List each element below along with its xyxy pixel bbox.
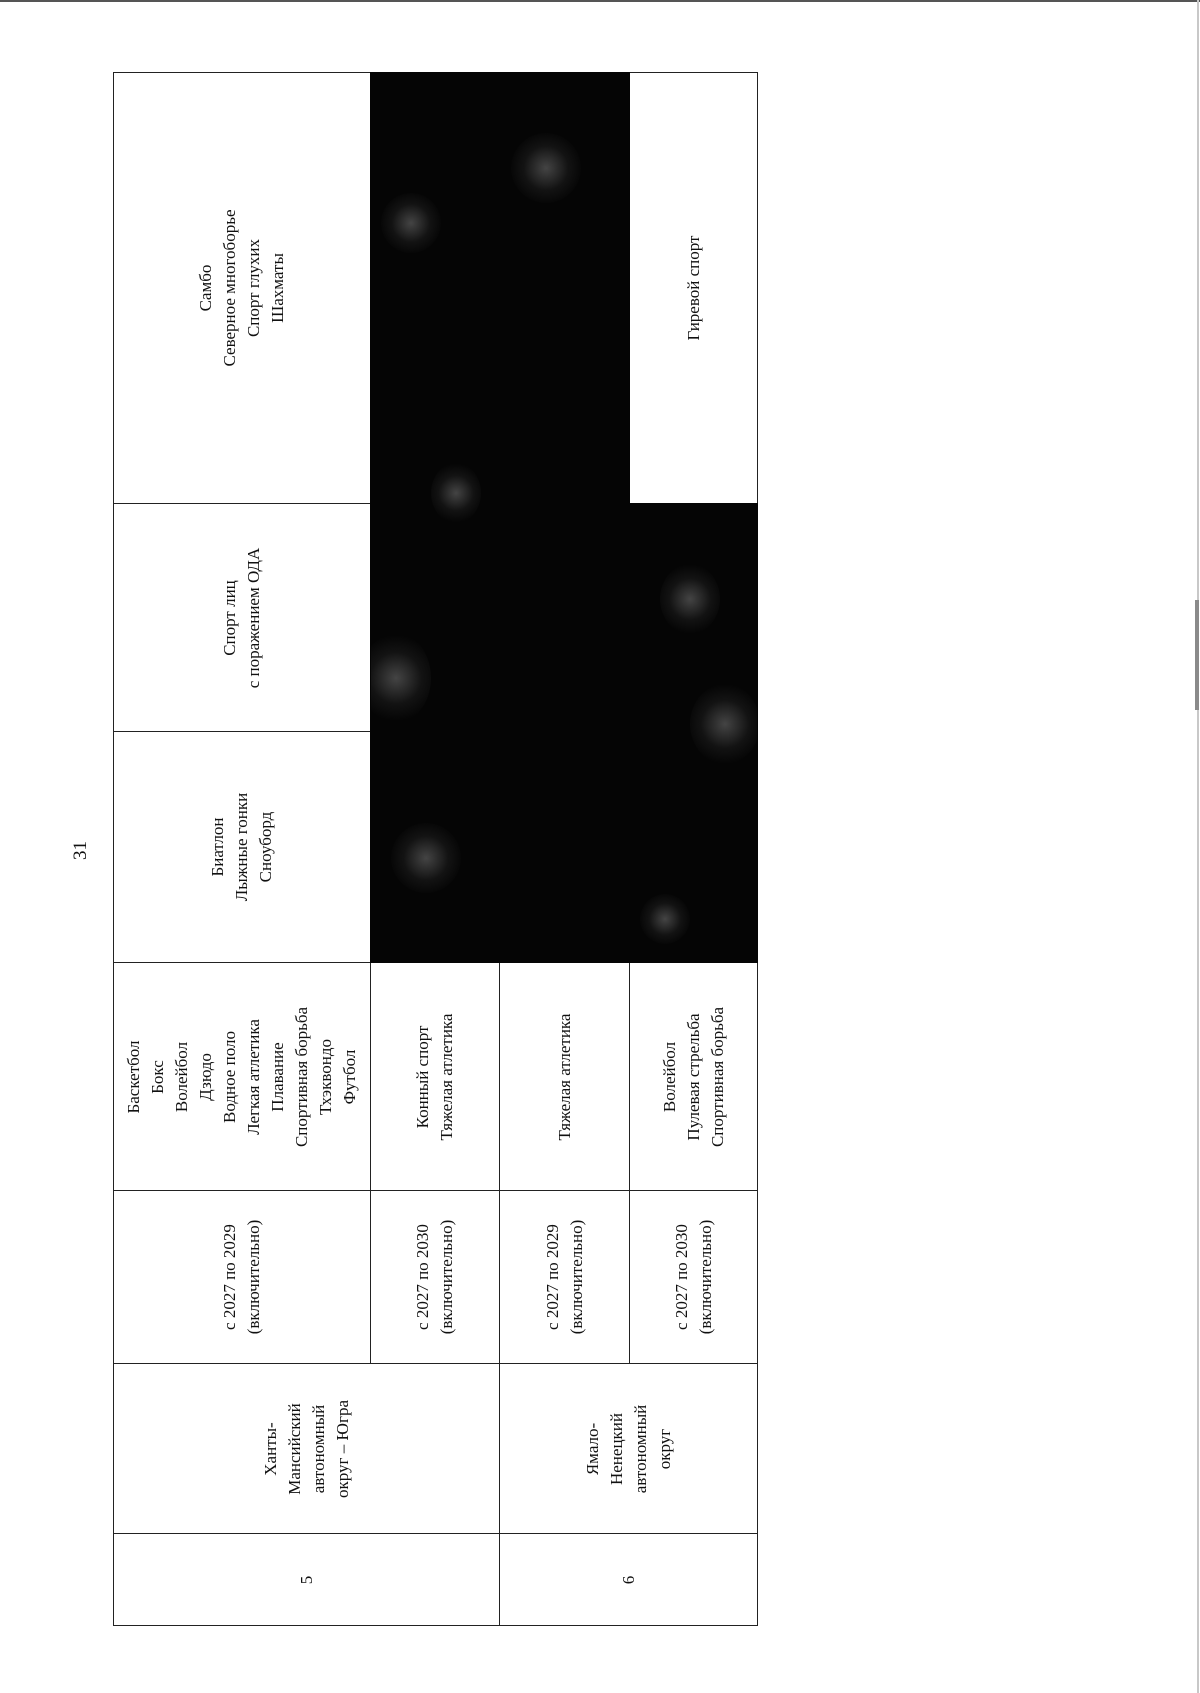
row5a-sports: Баскетбол Бокс Волейбол Дзюдо Водное поло Легкая атлетика Плавание Спортивная борьба Тхэквондо Футбол xyxy=(124,1006,359,1147)
row6-region: Ямало- Ненецкий автономный округ xyxy=(582,1404,674,1493)
scan-noise xyxy=(511,133,581,203)
row5a-period: с 2027 по 2029 (включительно) xyxy=(220,1219,263,1335)
row5-region: Ханты- Мансийский автономный округ – Югра xyxy=(260,1399,352,1498)
row5b-sports: Конный спорт Тяжелая атлетика xyxy=(413,1013,456,1140)
row6b-sports-cell xyxy=(629,962,758,1191)
scan-noise xyxy=(640,894,690,944)
row6b-period-cell xyxy=(629,1190,758,1364)
row5a-sports-cell xyxy=(113,962,371,1191)
row5a-other: Самбо Северное многоборье Спорт глухих Шахматы xyxy=(196,209,287,367)
row5a-other-cell xyxy=(113,72,371,504)
row5-region-cell xyxy=(113,1363,500,1534)
scan-noise xyxy=(431,463,481,523)
row5a-period-cell xyxy=(113,1190,371,1364)
row6-region-cell xyxy=(499,1363,758,1534)
row6-number: 6 xyxy=(618,1575,638,1584)
row6-number-cell xyxy=(499,1533,758,1626)
row5-number-cell xyxy=(113,1533,500,1626)
row6a-period: с 2027 по 2029 (включительно) xyxy=(542,1219,586,1335)
row5a-oda: Спорт лиц с поражением ОДА xyxy=(220,547,263,688)
row6b-period: с 2027 по 2030 (включительно) xyxy=(671,1219,715,1335)
row5b-sports-cell xyxy=(370,962,500,1191)
row6a-period-cell xyxy=(499,1190,630,1364)
row5b-period-cell xyxy=(370,1190,500,1364)
row6a-sports-cell xyxy=(499,962,630,1191)
row5a-oda-cell xyxy=(113,503,371,732)
scan-noise xyxy=(660,564,720,634)
page-number: 31 xyxy=(70,841,91,860)
row5a-winter: Биатлон Лыжные гонки Сноуборд xyxy=(208,792,275,902)
row6b-other-cell xyxy=(629,72,758,504)
row6a-sports: Тяжелая атлетика xyxy=(554,1013,574,1140)
redacted-block-upper xyxy=(370,72,630,963)
row5a-winter-cell xyxy=(113,731,371,963)
scan-noise xyxy=(391,823,461,893)
scan-edge-right xyxy=(1197,0,1199,1693)
scan-edge-top xyxy=(0,0,1200,2)
row5b-period: с 2027 по 2030 (включительно) xyxy=(413,1219,456,1335)
scan-artifact xyxy=(1195,600,1199,710)
row6b-other: Гиревой спорт xyxy=(683,235,703,341)
scan-noise xyxy=(381,193,441,253)
scan-noise xyxy=(370,633,431,723)
row5-number: 5 xyxy=(296,1575,316,1584)
row6b-sports: Волейбол Пулевая стрельба Спортивная борьба xyxy=(659,1006,727,1147)
redacted-block-lower xyxy=(629,503,758,963)
scan-noise xyxy=(690,684,758,764)
